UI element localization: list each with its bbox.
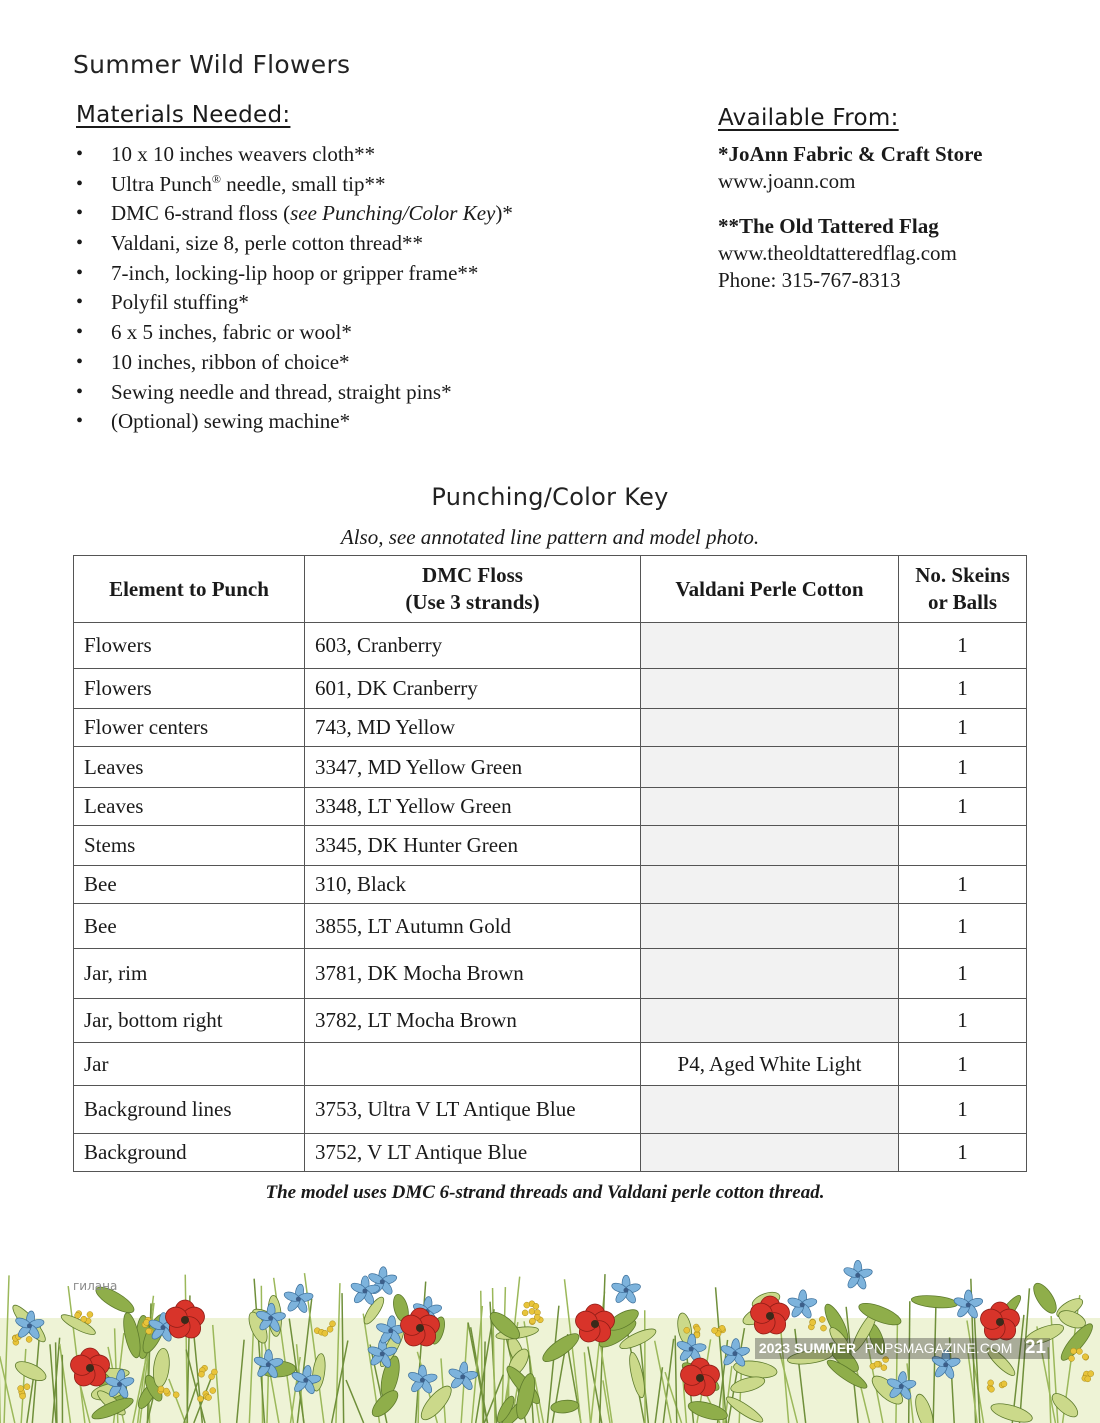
table-row [74, 904, 1027, 949]
yellow-floret [330, 1321, 336, 1327]
material-item: • 6 x 5 inches, fabric or wool* [76, 318, 636, 348]
column-header-element: Element to Punch [74, 556, 305, 623]
material-item: • Sewing needle and thread, straight pins* [76, 378, 636, 408]
yellow-floret [210, 1388, 216, 1394]
cell-dmc-floss: 3855, LT Autumn Gold [305, 904, 641, 949]
vendor-name: **The Old Tattered Flag [718, 214, 939, 238]
yellow-floret [198, 1371, 204, 1377]
yellow-floret [874, 1361, 880, 1367]
available-heading: Available From: [718, 105, 899, 131]
material-item [76, 199, 636, 229]
vendor-phone: Phone: 315-767-8313 [718, 268, 901, 292]
yellow-floret [694, 1326, 700, 1332]
yellow-floret [810, 1320, 816, 1326]
yellow-floret [1082, 1354, 1088, 1360]
blue-flower-center [623, 1288, 628, 1293]
blue-flower-center [943, 1362, 948, 1367]
blue-flower-center [732, 1351, 737, 1356]
blue-flower-center [303, 1378, 308, 1383]
vendor-block [718, 213, 1078, 294]
cell-skeins: 1 [899, 747, 1027, 788]
cell-element: Bee [74, 904, 305, 949]
yellow-floret [322, 1330, 328, 1336]
column-header-dmc-line1: DMC Floss [422, 563, 523, 587]
column-header-skeins-line1: No. Skeins [915, 563, 1010, 587]
yellow-floret [20, 1393, 26, 1399]
blue-flower-center [117, 1382, 122, 1387]
vendor-website: www.theoldtatteredflag.com [718, 241, 957, 265]
table-row [74, 866, 1027, 904]
yellow-floret [529, 1308, 535, 1314]
cell-skeins: 1 [899, 949, 1027, 999]
watermark: гилана [73, 1279, 118, 1293]
vendor-block [718, 141, 1078, 195]
cell-skeins: 1 [899, 669, 1027, 709]
materials-section [76, 102, 636, 437]
blue-flower-center [27, 1323, 32, 1328]
cell-dmc-floss: 310, Black [305, 866, 641, 904]
cell-skeins: 1 [899, 1086, 1027, 1134]
cell-perle-cotton [641, 747, 899, 788]
poppy-center [416, 1324, 424, 1332]
cell-skeins: 1 [899, 904, 1027, 949]
page-title: Summer Wild Flowers [73, 50, 351, 79]
color-key-table [73, 555, 1027, 1172]
cell-element: Jar [74, 1043, 305, 1086]
cell-perle-cotton [641, 866, 899, 904]
blue-flower-center [966, 1302, 971, 1307]
cell-dmc-floss: 3348, LT Yellow Green [305, 788, 641, 826]
cell-perle-cotton [641, 623, 899, 669]
material-item [76, 170, 636, 200]
yellow-floret [988, 1386, 994, 1392]
yellow-floret [75, 1312, 81, 1318]
yellow-floret [1076, 1348, 1082, 1354]
cell-element: Stems [74, 826, 305, 866]
site-url: PNPSMAGAZINE.COM [864, 1340, 1013, 1356]
yellow-floret [211, 1369, 217, 1375]
yellow-floret [24, 1384, 30, 1390]
table-row [74, 669, 1027, 709]
material-item: • 7-inch, locking-lip hoop or gripper frame** [76, 259, 636, 289]
cell-perle-cotton [641, 999, 899, 1043]
color-key-heading: Punching/Color Key [431, 483, 669, 511]
cell-element: Bee [74, 866, 305, 904]
yellow-floret [1069, 1355, 1075, 1361]
blue-flower-center [161, 1325, 166, 1330]
blue-flower-center [855, 1273, 860, 1278]
cell-perle-cotton [641, 669, 899, 709]
blue-flower-center [460, 1374, 465, 1379]
poppy-center [591, 1320, 599, 1328]
cell-perle-cotton [641, 788, 899, 826]
vendor-list [718, 141, 1078, 294]
yellow-floret [1001, 1381, 1007, 1387]
poppy-center [996, 1318, 1004, 1326]
cell-dmc-floss: 3753, Ultra V LT Antique Blue [305, 1086, 641, 1134]
cell-dmc-floss: 3782, LT Mocha Brown [305, 999, 641, 1043]
table-row [74, 747, 1027, 788]
table-row [74, 623, 1027, 669]
cell-element: Background lines [74, 1086, 305, 1134]
cell-skeins: 1 [899, 709, 1027, 747]
cell-element: Background [74, 1134, 305, 1172]
cell-dmc-floss [305, 1043, 641, 1086]
yellow-floret [684, 1327, 690, 1333]
material-item-text: needle, small tip** [221, 171, 386, 196]
yellow-floret [819, 1316, 825, 1322]
cell-perle-cotton [641, 949, 899, 999]
column-header-perle: Valdani Perle Cotton [641, 556, 899, 623]
page-footer [755, 1338, 1050, 1359]
yellow-floret [327, 1326, 333, 1332]
cell-skeins: 1 [899, 788, 1027, 826]
table-row [74, 949, 1027, 999]
poppy-center [181, 1316, 189, 1324]
cell-skeins: 1 [899, 999, 1027, 1043]
cell-element: Leaves [74, 788, 305, 826]
vendor-website: www.joann.com [718, 169, 856, 193]
cell-element: Flowers [74, 623, 305, 669]
table-row [74, 826, 1027, 866]
cell-dmc-floss: 603, Cranberry [305, 623, 641, 669]
material-item: • Polyfil stuffing* [76, 288, 636, 318]
poppy-center [766, 1312, 774, 1320]
blue-flower-center [380, 1279, 385, 1284]
vendor-name: *JoAnn Fabric & Craft Store [718, 142, 983, 166]
cell-perle-cotton [641, 1086, 899, 1134]
yellow-floret [712, 1327, 718, 1333]
cell-perle-cotton [641, 709, 899, 747]
yellow-floret [87, 1312, 93, 1318]
cell-dmc-floss: 3781, DK Mocha Brown [305, 949, 641, 999]
cell-element: Flower centers [74, 709, 305, 747]
blue-flower-center [296, 1297, 301, 1302]
table-row [74, 788, 1027, 826]
column-header-dmc [305, 556, 641, 623]
page-number: 21 [1024, 1337, 1046, 1358]
yellow-floret [163, 1388, 169, 1394]
material-item-text: Ultra Punch [111, 171, 212, 196]
material-item-emphasis: see Punching/Color Key [290, 201, 496, 226]
material-item: • 10 x 10 inches weavers cloth** [76, 140, 636, 170]
available-from-section [718, 105, 1078, 312]
material-item: • (Optional) sewing machine* [76, 407, 636, 437]
blue-flower-center [380, 1351, 385, 1356]
yellow-floret [534, 1314, 540, 1320]
cell-perle-cotton [641, 904, 899, 949]
yellow-floret [173, 1392, 179, 1398]
cell-skeins [899, 826, 1027, 866]
issue-label: 2023 SUMMER [758, 1340, 857, 1356]
table-row [74, 1086, 1027, 1134]
cell-dmc-floss: 3752, V LT Antique Blue [305, 1134, 641, 1172]
cell-dmc-floss: 743, MD Yellow [305, 709, 641, 747]
material-item: • Valdani, size 8, perle cotton thread** [76, 229, 636, 259]
material-item-text: DMC 6-strand floss ( [111, 201, 291, 226]
cell-skeins: 1 [899, 866, 1027, 904]
poppy-center [86, 1364, 94, 1372]
yellow-floret [197, 1396, 203, 1402]
yellow-floret [1071, 1348, 1077, 1354]
cell-dmc-floss: 601, DK Cranberry [305, 669, 641, 709]
yellow-floret [820, 1325, 826, 1331]
materials-list [76, 140, 636, 437]
table-row [74, 709, 1027, 747]
cell-dmc-floss: 3347, MD Yellow Green [305, 747, 641, 788]
cell-skeins: 1 [899, 623, 1027, 669]
yellow-floret [533, 1303, 539, 1309]
yellow-floret [988, 1380, 994, 1386]
yellow-floret [881, 1365, 887, 1371]
cell-skeins: 1 [899, 1043, 1027, 1086]
blue-flower-center [266, 1362, 271, 1367]
blue-flower-center [800, 1302, 805, 1307]
table-row [74, 999, 1027, 1043]
blue-flower-center [268, 1316, 273, 1321]
cell-element: Jar, rim [74, 949, 305, 999]
cell-perle-cotton [641, 1134, 899, 1172]
column-header-dmc-line2: (Use 3 strands) [405, 590, 540, 614]
cell-perle-cotton: P4, Aged White Light [641, 1043, 899, 1086]
table-row [74, 1043, 1027, 1086]
column-header-skeins [899, 556, 1027, 623]
material-item-text: )* [495, 201, 513, 226]
yellow-floret [18, 1385, 24, 1391]
column-header-skeins-line2: or Balls [927, 590, 998, 614]
blue-flower-center [362, 1288, 367, 1293]
cell-skeins: 1 [899, 1134, 1027, 1172]
table-footnote: The model uses DMC 6-strand threads and Valdani perle cotton thread. [265, 1182, 825, 1203]
yellow-floret [206, 1395, 212, 1401]
yellow-floret [81, 1316, 87, 1322]
color-key-rows [74, 623, 1027, 1172]
leaf-shape [1029, 1280, 1060, 1317]
cell-dmc-floss: 3345, DK Hunter Green [305, 826, 641, 866]
yellow-floret [1085, 1376, 1091, 1382]
yellow-floret [524, 1302, 530, 1308]
registered-mark: ® [211, 171, 222, 186]
blue-flower-center [689, 1346, 694, 1351]
cell-element: Jar, bottom right [74, 999, 305, 1043]
yellow-floret [522, 1310, 528, 1316]
poppy-center [696, 1374, 704, 1382]
material-item: • 10 inches, ribbon of choice* [76, 348, 636, 378]
cell-perle-cotton [641, 826, 899, 866]
table-row [74, 1134, 1027, 1172]
cell-element: Leaves [74, 747, 305, 788]
blue-flower-center [388, 1328, 393, 1333]
blue-flower-center [899, 1384, 904, 1389]
cell-element: Flowers [74, 669, 305, 709]
table-header-row [74, 556, 1027, 623]
yellow-floret [146, 1328, 152, 1334]
blue-flower-center [420, 1378, 425, 1383]
leaf-shape [911, 1294, 959, 1310]
materials-heading: Materials Needed: [76, 102, 291, 128]
yellow-floret [26, 1336, 32, 1342]
color-key-subtitle: Also, see annotated line pattern and model photo. [340, 525, 760, 549]
